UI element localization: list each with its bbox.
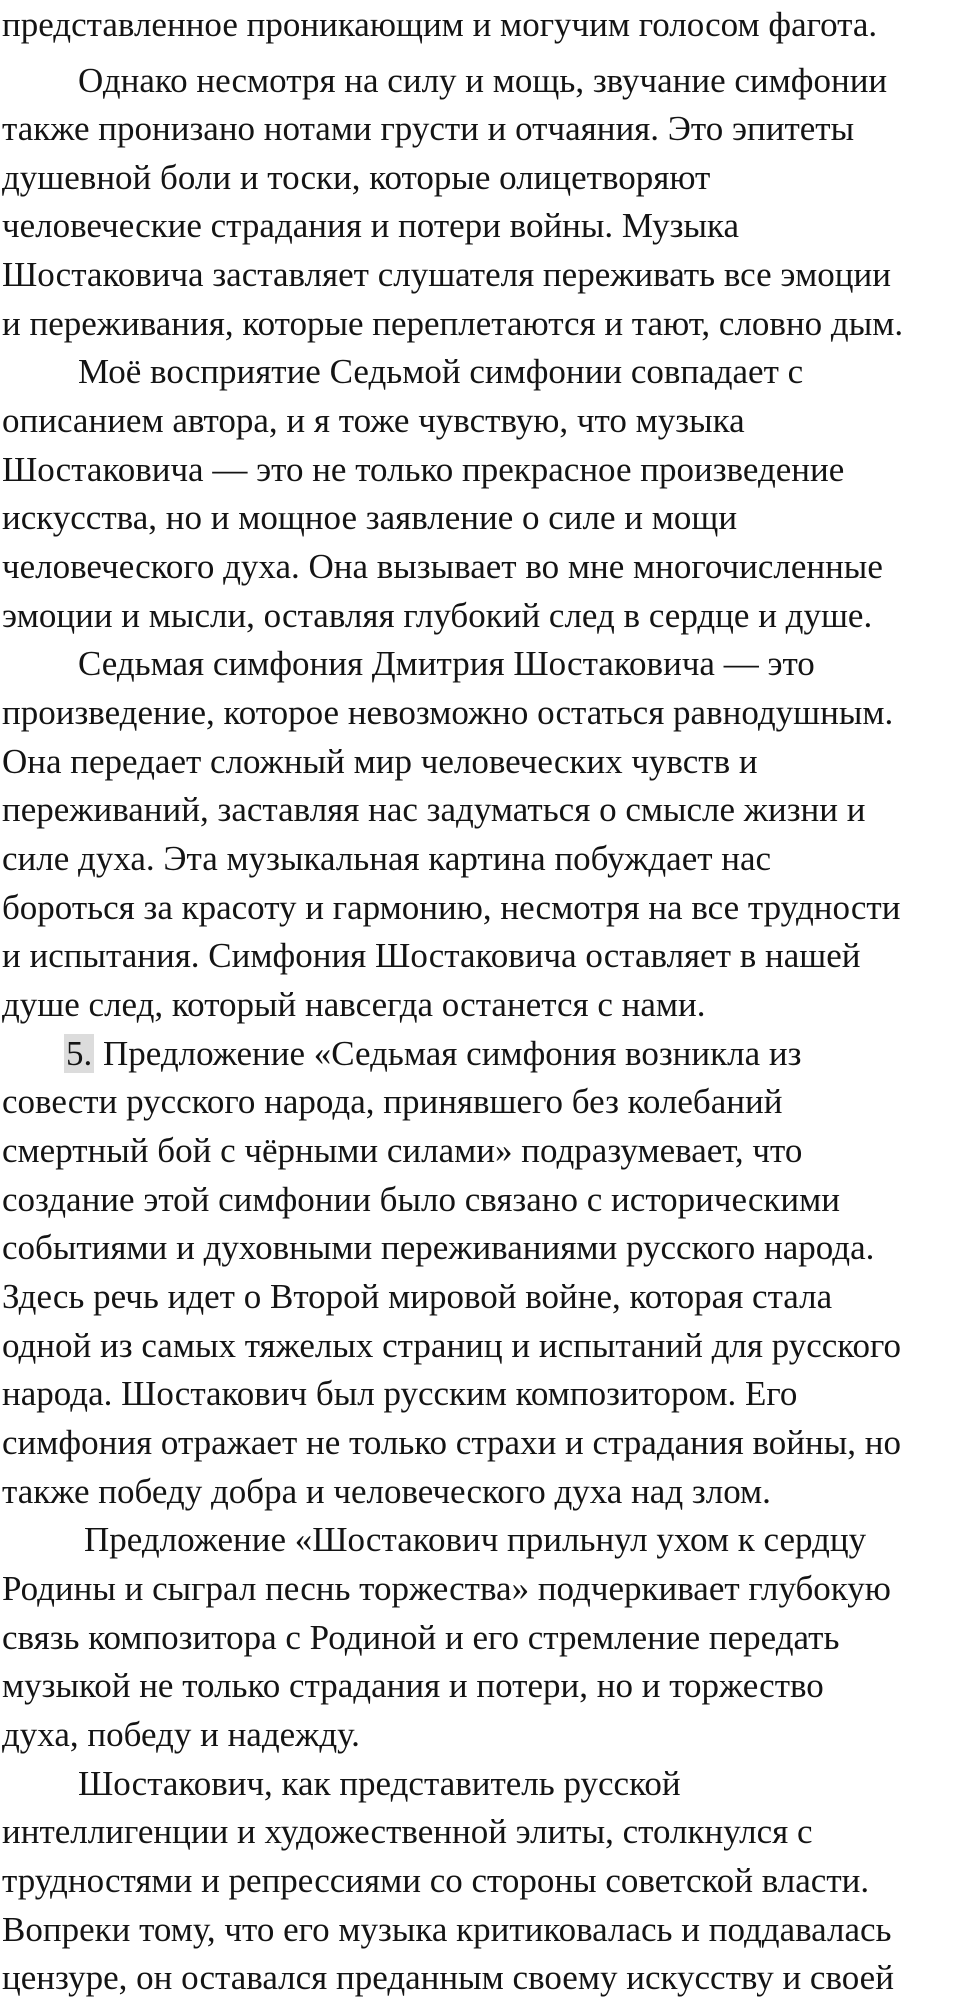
text-line: силе духа. Эта музыкальная картина побуждает нас <box>2 839 772 878</box>
text-line: Родины и сыграл песнь торжества» подчеркивает глубокую <box>2 1569 891 1608</box>
text-line: создание этой симфонии было связано с историческими <box>2 1180 841 1219</box>
text-line: музыкой не только страдания и потери, но и торжество <box>2 1666 824 1705</box>
text-line: народа. Шостакович был русским композитором. Его <box>2 1374 798 1413</box>
text-line: переживаний, заставляя нас задуматься о смысле жизни и <box>2 790 866 829</box>
text-line: одной из самых тяжелых страниц и испытаний для русского <box>2 1326 902 1365</box>
text-line: событиями и духовными переживаниями русского народа. <box>2 1228 875 1267</box>
text-line: и испытания. Симфония Шостаковича оставляет в нашей <box>2 936 861 975</box>
text-line: описанием автора, и я тоже чувствую, что музыка <box>2 401 745 440</box>
text-line: симфония отражает не только страхи и страдания войны, но <box>2 1423 901 1462</box>
text-line: бороться за красоту и гармонию, несмотря на все трудности <box>2 888 901 927</box>
text-span: Предложение «Седьмая симфония возникла из <box>94 1034 802 1073</box>
paragraph-first-line: Предложение «Шостакович прильнул ухом к сердцу <box>84 1520 867 1559</box>
text-line: цензуре, он оставался преданным своему искусству и своей <box>2 1958 894 1997</box>
text-line: духа, победу и надежду. <box>2 1715 360 1754</box>
text-line: смертный бой с чёрными силами» подразумевает, что <box>2 1131 803 1170</box>
text-line: трудностями и репрессиями со стороны советской власти. <box>2 1861 870 1900</box>
text-line: человеческие страдания и потери войны. Музыка <box>2 206 740 245</box>
text-line: произведение, которое невозможно остаться равнодушным. <box>2 693 894 732</box>
text-line: Здесь речь идет о Второй мировой войне, которая стала <box>2 1277 833 1316</box>
text-line: интеллигенции и художественной элиты, столкнулся с <box>2 1812 813 1851</box>
text-line: Она передает сложный мир человеческих чувств и <box>2 742 758 781</box>
paragraph-first-line: Однако несмотря на силу и мощь, звучание симфонии <box>78 61 888 100</box>
text-line: душевной боли и тоски, которые олицетворяют <box>2 158 711 197</box>
text-line: Шостаковича заставляет слушателя переживать все эмоции <box>2 255 891 294</box>
numbered-paragraph-line <box>64 1033 801 1075</box>
text-line: человеческого духа. Она вызывает во мне многочисленные <box>2 547 883 586</box>
text-line: Вопреки тому, что его музыка критиковалась и поддавалась <box>2 1910 892 1949</box>
paragraph-first-line: Шостакович, как представитель русской <box>78 1764 681 1803</box>
paragraph-first-line: Седьмая симфония Дмитрия Шостаковича — это <box>78 644 815 683</box>
text-line: и переживания, которые переплетаются и тают, словно дым. <box>2 304 904 343</box>
paragraph-first-line: Моё восприятие Седьмой симфонии совпадает с <box>78 352 804 391</box>
text-line: эмоции и мысли, оставляя глубокий след в сердце и душе. <box>2 596 873 635</box>
text-line: связь композитора с Родиной и его стремление передать <box>2 1618 840 1657</box>
text-line: душе след, который навсегда останется с нами. <box>2 985 706 1024</box>
text-line: искусства, но и мощное заявление о силе и мощи <box>2 498 738 537</box>
text-line: также пронизано нотами грусти и отчаяния. Это эпитеты <box>2 109 855 148</box>
text-line: также победу добра и человеческого духа над злом. <box>2 1472 771 1511</box>
text-line: представленное проникающим и могучим голосом фагота. <box>2 5 878 44</box>
text-line: Шостаковича — это не только прекрасное произведение <box>2 450 845 489</box>
text-line: совести русского народа, принявшего без колебаний <box>2 1082 783 1121</box>
item-number: 5. <box>66 1034 93 1073</box>
